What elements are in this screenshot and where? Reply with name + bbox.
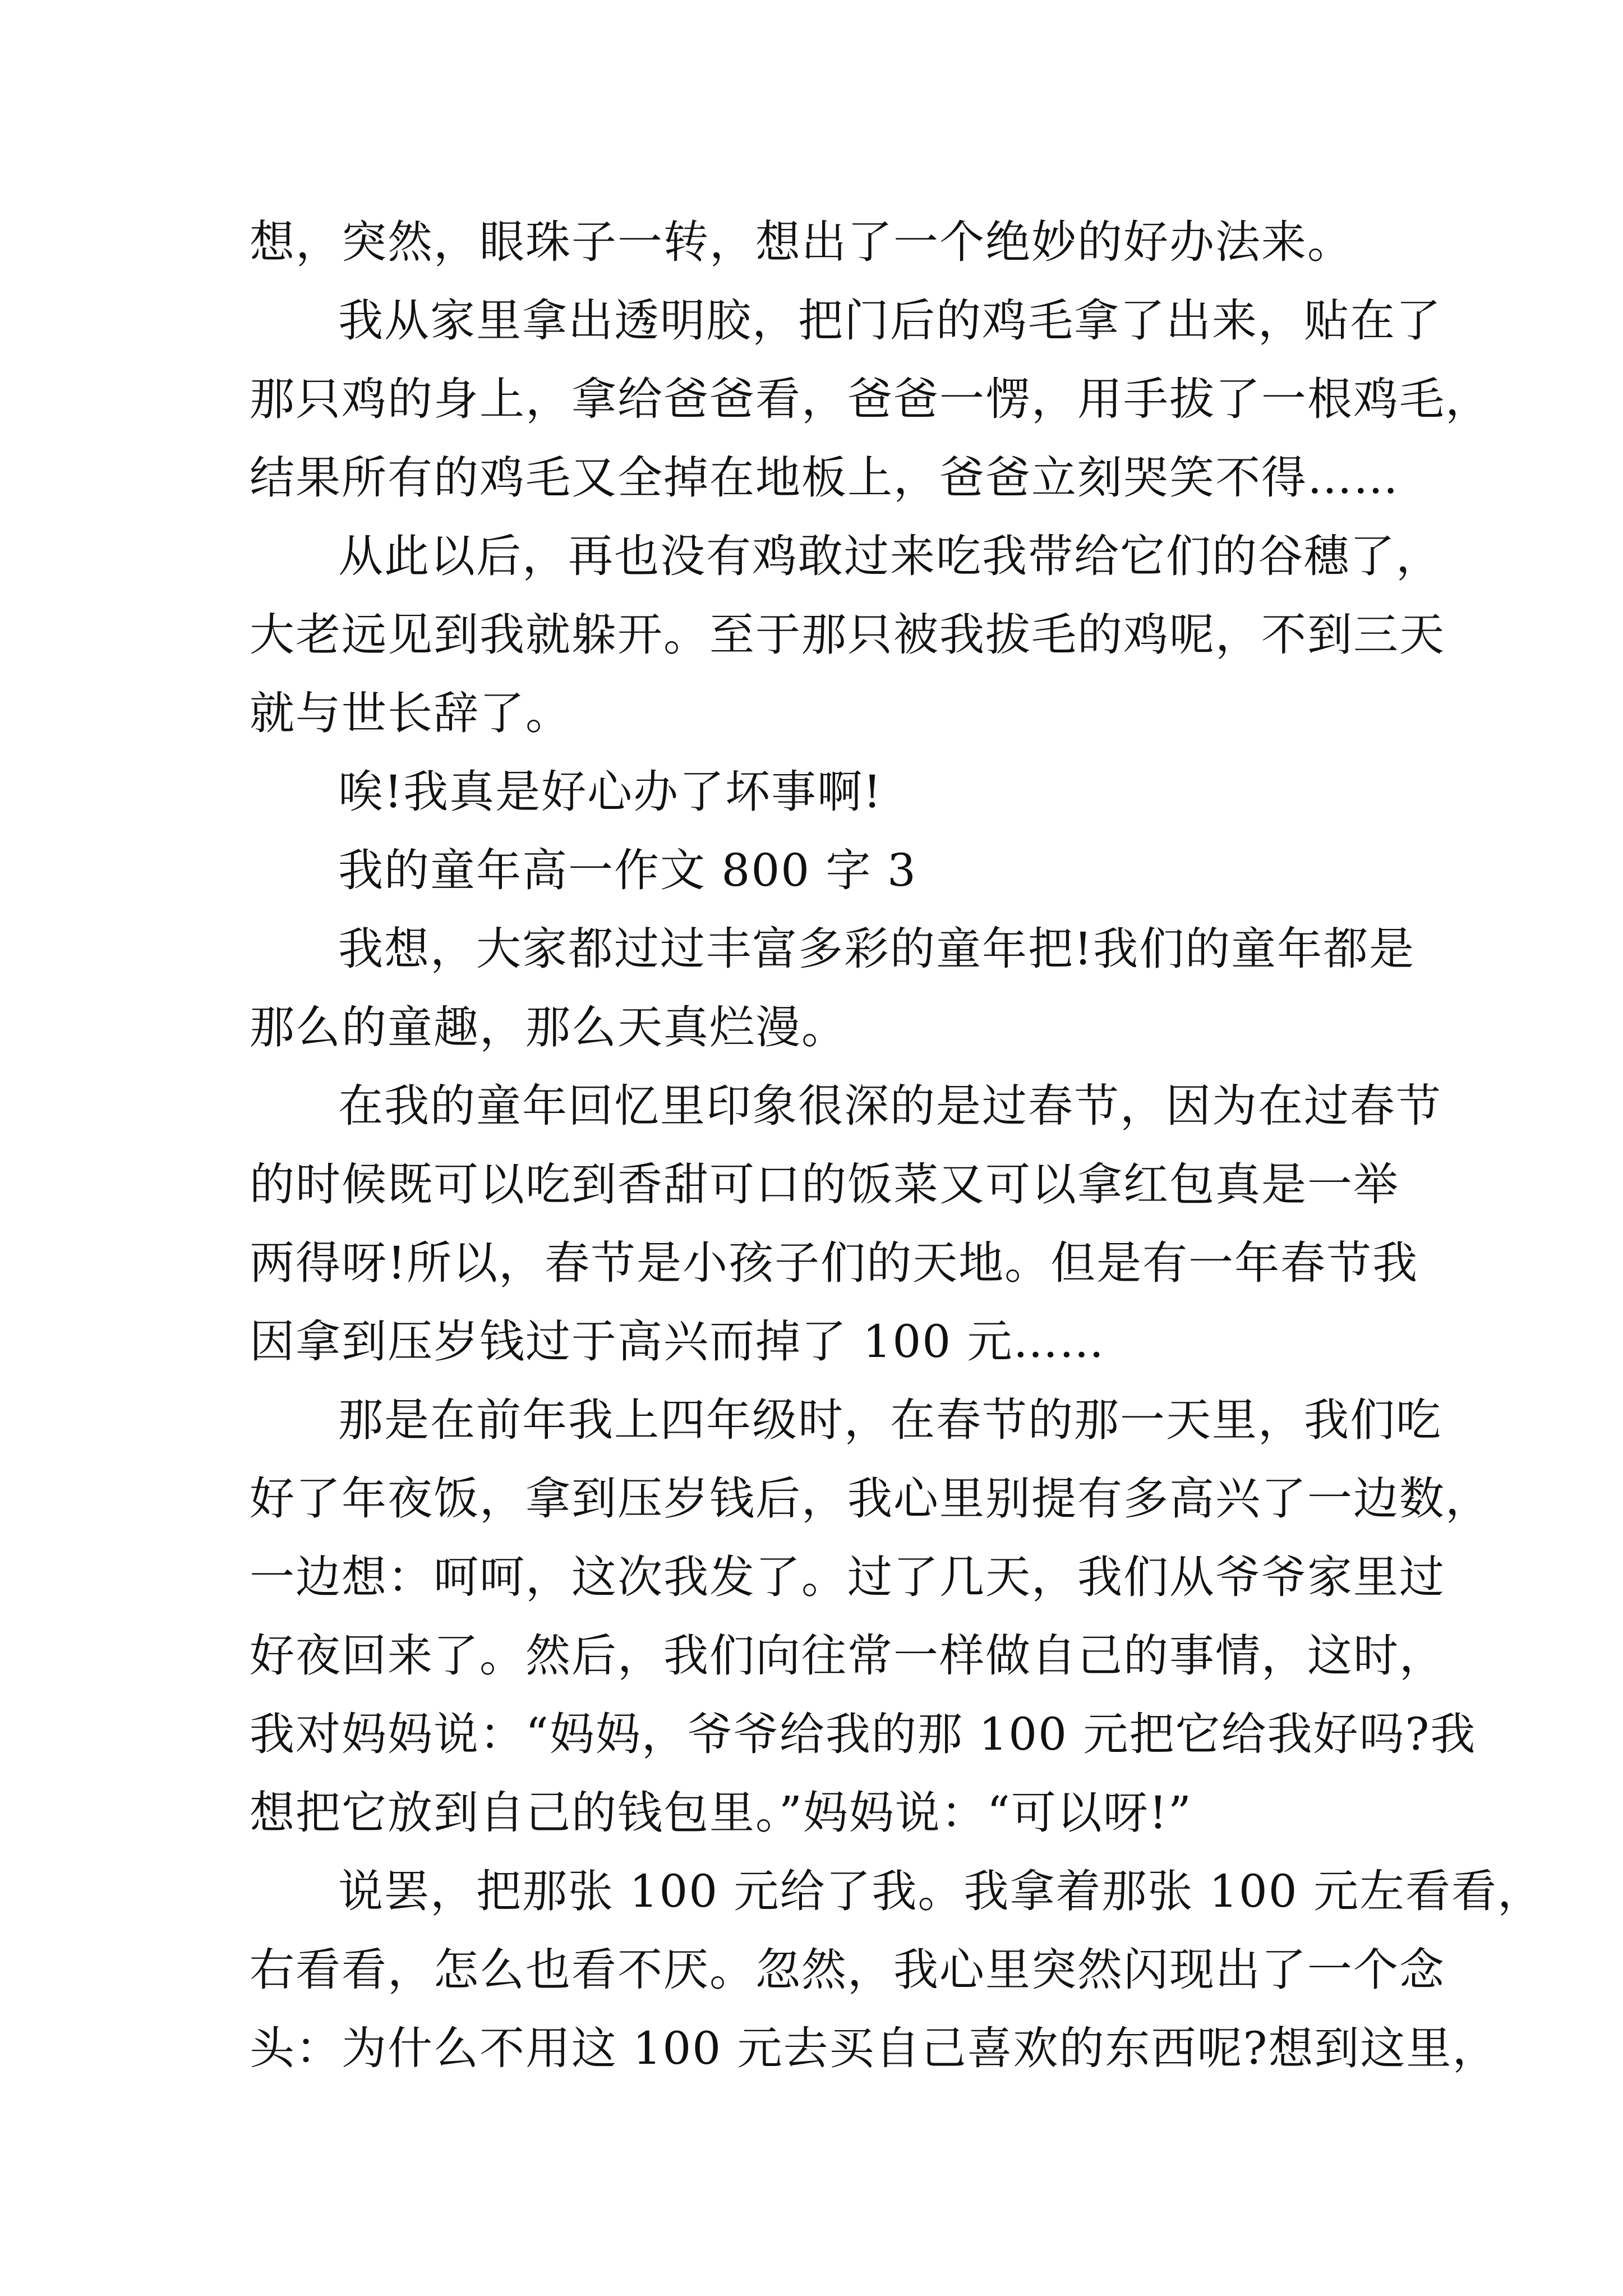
text-line: 想把它放到自己的钱包里。”妈妈说：“可以呀!” bbox=[250, 1787, 1192, 1839]
text-line: 两得呀!所以，春节是小孩子们的天地。但是有一年春节我 bbox=[250, 1237, 1419, 1289]
paragraph-start-line: 从此以后，再也没有鸡敢过来吃我带给它们的谷穗了， bbox=[338, 530, 1442, 582]
paragraph-start-line: 那是在前年我上四年级时，在春节的那一天里，我们吃 bbox=[338, 1394, 1442, 1446]
document-body bbox=[250, 203, 1544, 2088]
text-line: 一边想：呵呵，这次我发了。过了几天，我们从爷爷家里过 bbox=[250, 1551, 1445, 1603]
text-line: 的时候既可以吃到香甜可口的饭菜又可以拿红包真是一举 bbox=[250, 1158, 1399, 1211]
paragraph-start-line: 在我的童年回忆里印象很深的是过春节，因为在过春节 bbox=[338, 1080, 1442, 1132]
text-line: 那么的童趣，那么天真烂漫。 bbox=[250, 1001, 847, 1053]
text-line: 右看看，怎么也看不厌。忽然，我心里突然闪现出了一个念 bbox=[250, 1944, 1445, 1996]
paragraph-start-line: 我想，大家都过过丰富多彩的童年把!我们的童年都是 bbox=[338, 923, 1415, 975]
text-line: 头：为什么不用这 100 元去买自己喜欢的东西呢?想到这里， bbox=[250, 2022, 1498, 2074]
section-heading: 我的童年高一作文 800 字 3 bbox=[338, 844, 917, 896]
text-line: 大老远见到我就躲开。至于那只被我拔毛的鸡呢，不到三天 bbox=[250, 609, 1445, 661]
text-line: 因拿到压岁钱过于高兴而掉了 100 元…… bbox=[250, 1315, 1105, 1368]
text-line: 想，突然，眼珠子一转，想出了一个绝妙的好办法来。 bbox=[250, 216, 1353, 268]
text-line: 那只鸡的身上，拿给爸爸看，爸爸一愣，用手拔了一根鸡毛， bbox=[250, 373, 1491, 425]
text-line: 好了年夜饭，拿到压岁钱后，我心里别提有多高兴了一边数， bbox=[250, 1473, 1491, 1525]
text-line: 就与世长辞了。 bbox=[250, 687, 571, 739]
text-line: 结果所有的鸡毛又全掉在地板上，爸爸立刻哭笑不得…… bbox=[250, 452, 1399, 504]
paragraph-start-line: 我从家里拿出透明胶，把门后的鸡毛拿了出来，贴在了 bbox=[338, 295, 1442, 347]
text-line: 好夜回来了。然后，我们向往常一样做自己的事情，这时， bbox=[250, 1630, 1445, 1682]
paragraph-start-line: 唉!我真是好心办了坏事啊! bbox=[338, 766, 883, 818]
paragraph-start-line: 说罢，把那张 100 元给了我。我拿着那张 100 元左看看， bbox=[338, 1865, 1544, 1917]
text-line: 我对妈妈说：“妈妈，爷爷给我的那 100 元把它给我好吗?我 bbox=[250, 1708, 1477, 1760]
